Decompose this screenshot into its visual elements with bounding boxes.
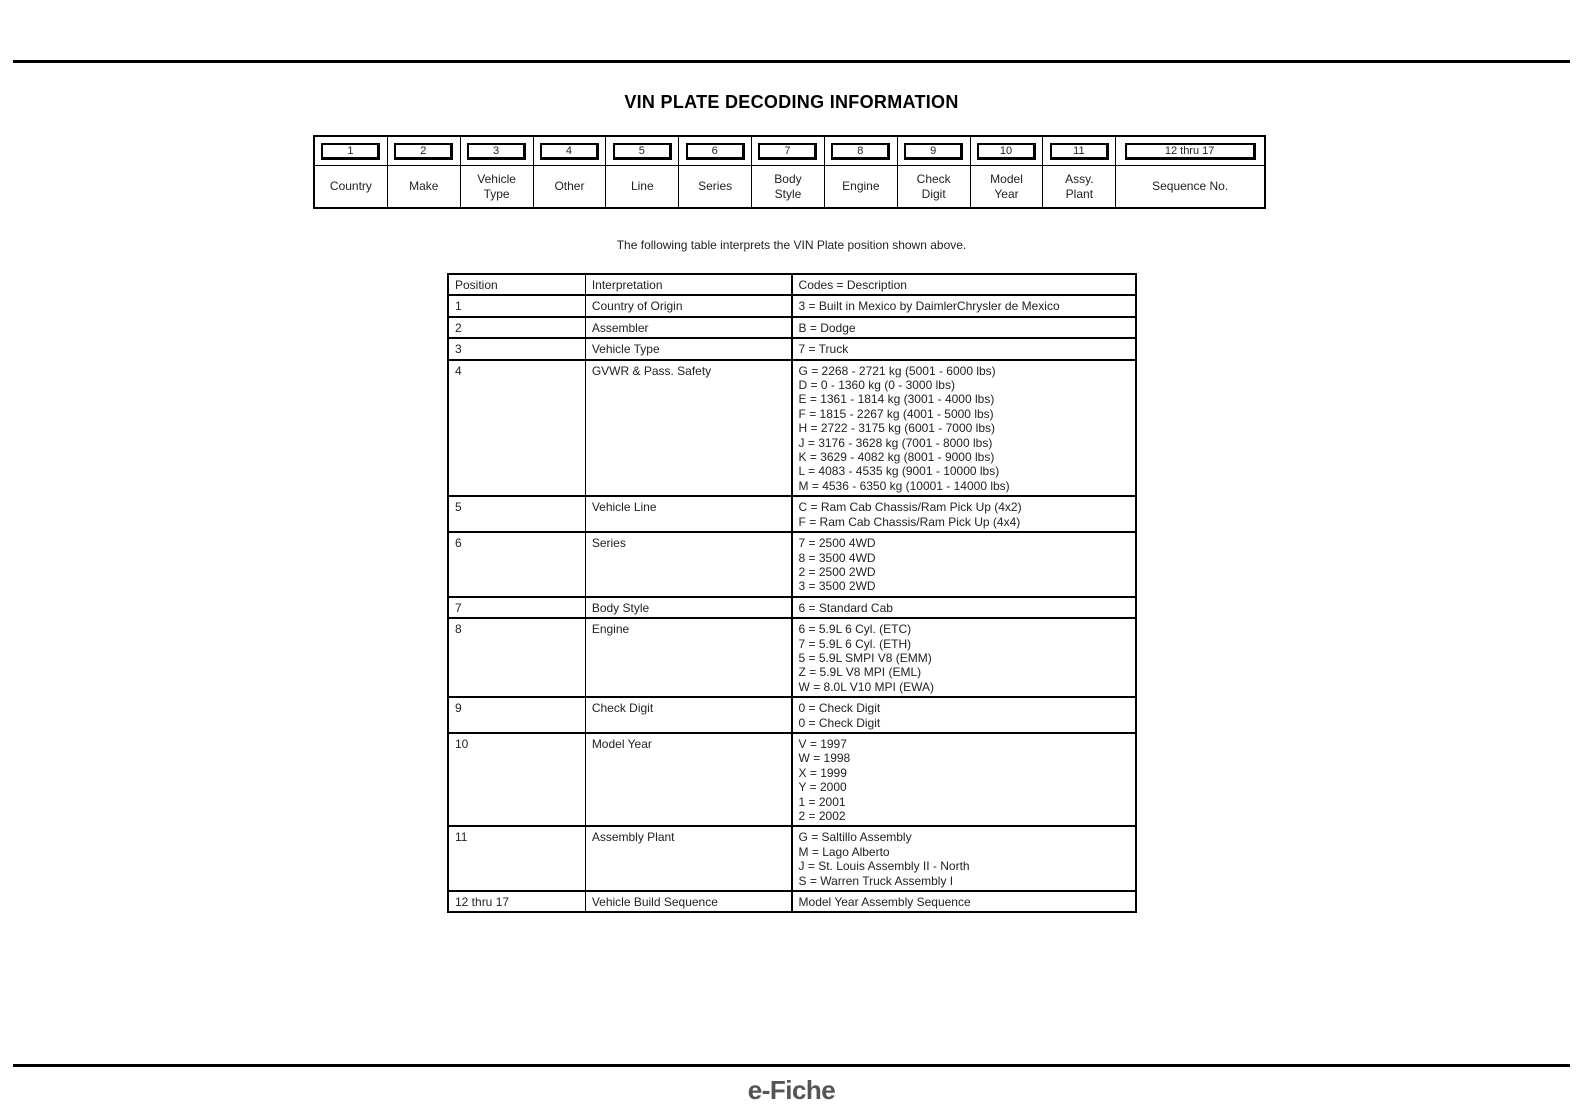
vin-position-number: 3 — [467, 143, 526, 160]
vin-position-label: Make — [409, 179, 439, 193]
vin-position-number: 9 — [904, 143, 963, 160]
vin-position-label: Assy. Plant — [1065, 171, 1094, 201]
table-row — [448, 891, 1136, 912]
vin-position-number: 1 — [321, 143, 380, 160]
table-row — [448, 496, 1136, 532]
cell-interpretation: Engine — [585, 618, 791, 697]
vin-position-label: Series — [698, 179, 733, 193]
page-title: VIN PLATE DECODING INFORMATION — [624, 92, 959, 112]
table-row — [448, 317, 1136, 338]
header-position: Position — [448, 274, 585, 295]
vin-position-9 — [898, 137, 971, 207]
vin-position-label: Body Style — [774, 171, 802, 201]
table-row — [448, 338, 1136, 359]
cell-codes: 7 = 2500 4WD 8 = 3500 4WD 2 = 2500 2WD 3 = 3500 2WD — [792, 532, 1136, 597]
cell-position: 6 — [448, 532, 585, 597]
vin-position-2 — [388, 137, 461, 207]
table-row — [448, 826, 1136, 891]
header-codes: Codes = Description — [792, 274, 1136, 295]
cell-codes: Model Year Assembly Sequence — [792, 891, 1136, 912]
cell-interpretation: Vehicle Line — [585, 496, 791, 532]
cell-position: 8 — [448, 618, 585, 697]
vin-position-label: Line — [630, 179, 654, 193]
cell-codes: V = 1997 W = 1998 X = 1999 Y = 2000 1 = 2001 2 = 2002 — [792, 733, 1136, 826]
cell-position: 11 — [448, 826, 585, 891]
table-note: The following table interprets the VIN Plate position shown above. — [616, 238, 967, 252]
vin-position-3 — [461, 137, 534, 207]
cell-codes: G = 2268 - 2721 kg (5001 - 6000 lbs) D = 0 - 1360 kg (0 - 3000 lbs) E = 1361 - 1814 kg (3001 - 4000 lbs) F = 1815 - 2267 kg (4001 - 5000 lbs) H = 2722 - 3175 kg (6001 - 7000 lbs) J = 3176 - 3628 kg (7001 - 8000 lbs) K = 3629 - 4082 kg (8001 - 9000 lbs) L = 4083 - 4535 kg (9001 - 10000 lbs) M = 4536 - 6350 kg (10001 - 14000 lbs) — [792, 360, 1136, 497]
cell-position: 10 — [448, 733, 585, 826]
cell-position: 5 — [448, 496, 585, 532]
cell-interpretation: Assembly Plant — [585, 826, 791, 891]
cell-position: 1 — [448, 295, 585, 316]
vin-position-5 — [606, 137, 679, 207]
table-row — [448, 733, 1136, 826]
vin-position-number: 2 — [394, 143, 453, 160]
cell-codes: 3 = Built in Mexico by DaimlerChrysler de Mexico — [792, 295, 1136, 316]
cell-codes: 7 = Truck — [792, 338, 1136, 359]
vin-position-label: Country — [329, 179, 372, 193]
vin-position-number: 6 — [686, 143, 745, 160]
vin-position-box-cell — [898, 137, 970, 166]
vin-position-box-cell — [679, 137, 751, 166]
vin-position-box-cell — [388, 137, 460, 166]
cell-codes: C = Ram Cab Chassis/Ram Pick Up (4x2) F = Ram Cab Chassis/Ram Pick Up (4x4) — [792, 496, 1136, 532]
cell-interpretation: Check Digit — [585, 697, 791, 733]
top-rule — [13, 60, 1570, 63]
cell-position: 3 — [448, 338, 585, 359]
table-row — [448, 697, 1136, 733]
cell-codes: G = Saltillo Assembly M = Lago Alberto J = St. Louis Assembly II - North S = Warren Truck Assembly I — [792, 826, 1136, 891]
vin-codes-table — [447, 273, 1137, 913]
table-row — [448, 597, 1136, 618]
vin-position-label: Check Digit — [916, 171, 951, 201]
vin-position-number: 8 — [831, 143, 890, 160]
vin-position-label: Model Year — [990, 171, 1023, 201]
vin-position-6 — [679, 137, 752, 207]
cell-interpretation: Model Year — [585, 733, 791, 826]
cell-interpretation: Vehicle Build Sequence — [585, 891, 791, 912]
vin-position-number: 7 — [758, 143, 817, 160]
cell-position: 4 — [448, 360, 585, 497]
vin-position-label: Other — [554, 179, 585, 193]
cell-position: 2 — [448, 317, 585, 338]
vin-position-number: 5 — [613, 143, 672, 160]
vin-position-number: 12 thru 17 — [1125, 143, 1256, 160]
table-header-row — [448, 274, 1136, 295]
cell-interpretation: Country of Origin — [585, 295, 791, 316]
bottom-rule — [13, 1064, 1570, 1067]
table-row — [448, 532, 1136, 597]
vin-position-box-cell — [971, 137, 1043, 166]
vin-position-box-cell — [1116, 137, 1264, 166]
vin-position-box-cell — [825, 137, 897, 166]
cell-interpretation: Assembler — [585, 317, 791, 338]
vin-position-12 — [1116, 137, 1264, 207]
cell-interpretation: Vehicle Type — [585, 338, 791, 359]
vin-plate-diagram — [313, 135, 1266, 209]
vin-position-number: 11 — [1050, 143, 1109, 160]
vin-position-label: Sequence No. — [1152, 179, 1229, 193]
vin-position-11 — [1043, 137, 1116, 207]
vin-position-number: 10 — [977, 143, 1036, 160]
vin-position-10 — [971, 137, 1044, 207]
vin-position-box-cell — [1043, 137, 1115, 166]
vin-position-box-cell — [534, 137, 606, 166]
cell-position: 9 — [448, 697, 585, 733]
cell-codes: 6 = Standard Cab — [792, 597, 1136, 618]
vin-position-1 — [315, 137, 388, 207]
vin-position-8 — [825, 137, 898, 207]
table-row — [448, 360, 1136, 497]
table-row — [448, 618, 1136, 697]
vin-position-box-cell — [752, 137, 824, 166]
vin-position-box-cell — [461, 137, 533, 166]
cell-position: 7 — [448, 597, 585, 618]
vin-position-7 — [752, 137, 825, 207]
efiche-logo: e-Fiche — [747, 1075, 836, 1105]
vin-position-number: 4 — [540, 143, 599, 160]
vin-position-label: Engine — [842, 179, 880, 193]
vin-position-box-cell — [315, 137, 387, 166]
cell-codes: B = Dodge — [792, 317, 1136, 338]
header-interpretation: Interpretation — [585, 274, 791, 295]
cell-interpretation: Series — [585, 532, 791, 597]
cell-position: 12 thru 17 — [448, 891, 585, 912]
cell-interpretation: Body Style — [585, 597, 791, 618]
cell-interpretation: GVWR & Pass. Safety — [585, 360, 791, 497]
cell-codes: 0 = Check Digit 0 = Check Digit — [792, 697, 1136, 733]
cell-codes: 6 = 5.9L 6 Cyl. (ETC) 7 = 5.9L 6 Cyl. (ETH) 5 = 5.9L SMPI V8 (EMM) Z = 5.9L V8 MPI (EML) W = 8.0L V10 MPI (EWA) — [792, 618, 1136, 697]
table-row — [448, 295, 1136, 316]
vin-position-label: Vehicle Type — [477, 171, 516, 201]
vin-position-4 — [534, 137, 607, 207]
vin-position-box-cell — [606, 137, 678, 166]
